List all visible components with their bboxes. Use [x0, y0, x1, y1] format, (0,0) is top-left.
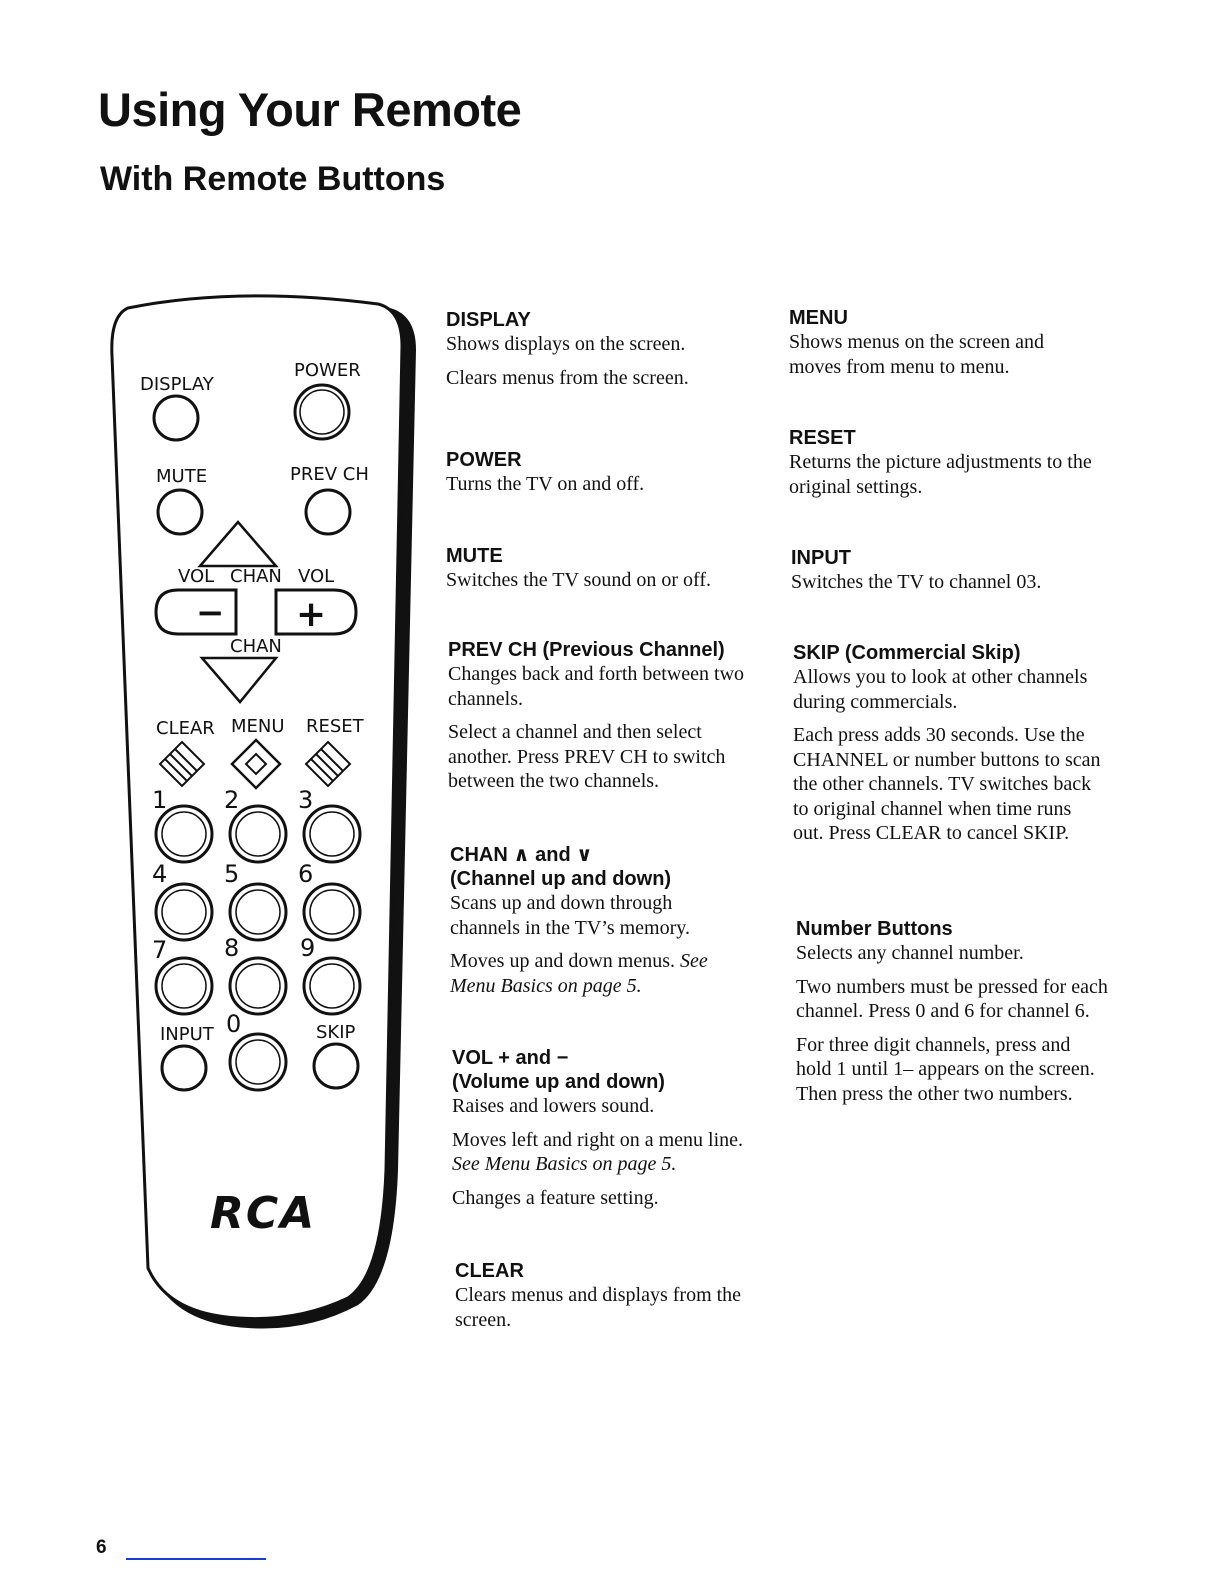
- desc-skip-heading: SKIP (Commercial Skip): [793, 642, 1021, 664]
- number-label-0: 0: [226, 1010, 242, 1038]
- desc-number-buttons-text-2: Two numbers must be pressed for each channel. Press 0 and 6 for channel 6.: [796, 975, 1108, 1022]
- desc-reset-heading: RESET: [789, 427, 856, 449]
- vol-right-label: VOL: [298, 566, 335, 587]
- desc-menu-text: Shows menus on the screen and moves from menu to menu.: [789, 331, 1044, 378]
- chan-down-label: CHAN: [230, 636, 282, 657]
- desc-input: [791, 546, 1111, 595]
- number-label-7: 7: [152, 936, 168, 964]
- desc-chan-heading-2: (Channel up and down): [450, 868, 672, 890]
- power-label: POWER: [294, 360, 361, 381]
- desc-number-buttons-heading: Number Buttons: [796, 918, 953, 940]
- skip-label: SKIP: [316, 1022, 356, 1043]
- desc-skip-text-1: Allows you to look at other channels during commercials.: [793, 666, 1088, 713]
- desc-power-heading: POWER: [446, 449, 522, 471]
- desc-chan-text-1: Scans up and down through channels in the TV’s memory.: [450, 892, 690, 939]
- desc-display-text-2: Clears menus from the screen.: [446, 366, 689, 389]
- desc-skip-text-2: Each press adds 30 seconds. Use the CHANNEL or number buttons to scan the other channels. TV switches back to original channel when time runs out. Press CLEAR to cancel SKIP.: [793, 724, 1101, 844]
- menu-label: MENU: [231, 716, 285, 737]
- rca-logo: RCA: [210, 1188, 317, 1239]
- desc-power-text: Turns the TV on and off.: [446, 473, 645, 495]
- page-title: Using Your Remote: [98, 83, 522, 136]
- desc-prev-ch: [448, 638, 753, 794]
- number-label-2: 2: [224, 786, 240, 814]
- desc-input-text: Switches the TV to channel 03.: [791, 571, 1042, 593]
- desc-vol-text-2: [452, 1128, 747, 1177]
- desc-chan-menu-basics-ref: See Menu Basics on page 5.: [450, 950, 708, 997]
- desc-prev-ch-heading: PREV CH (Previous Channel): [448, 639, 725, 661]
- desc-prev-ch-text-1: Changes back and forth between two channels.: [448, 663, 745, 710]
- desc-mute-text: Switches the TV sound on or off.: [446, 569, 711, 591]
- display-label: DISPLAY: [140, 374, 214, 395]
- number-label-6: 6: [298, 860, 314, 888]
- number-label-4: 4: [152, 860, 168, 888]
- desc-menu: [789, 306, 1089, 379]
- vol-plus-symbol: +: [296, 594, 327, 635]
- footer-rule: [126, 1558, 266, 1560]
- number-label-9: 9: [300, 934, 316, 962]
- page-number: 6: [96, 1537, 107, 1558]
- mute-label: MUTE: [156, 466, 208, 487]
- number-label-1: 1: [152, 786, 168, 814]
- desc-chan-text-2: [450, 949, 745, 998]
- prev-ch-label: PREV CH: [290, 464, 369, 485]
- desc-skip: [793, 641, 1103, 846]
- chan-up-label: CHAN: [230, 566, 282, 587]
- number-label-3: 3: [298, 786, 314, 814]
- vol-minus-symbol: −: [196, 593, 225, 633]
- vol-left-label: VOL: [178, 566, 215, 587]
- input-label: INPUT: [160, 1024, 214, 1045]
- desc-number-buttons-text-3: For three digit channels, press and hold 1 until 1– appears on the screen. Then press the other two numbers.: [796, 1033, 1095, 1105]
- number-label-8: 8: [224, 934, 240, 962]
- number-label-5: 5: [224, 860, 240, 888]
- desc-display: [446, 308, 766, 390]
- desc-menu-heading: MENU: [789, 307, 848, 329]
- desc-vol-text-2-main: Moves left and right on a menu line.: [452, 1128, 744, 1151]
- desc-reset-text: Returns the picture adjustments to the original settings.: [789, 451, 1092, 498]
- desc-clear-heading: CLEAR: [455, 1260, 524, 1282]
- desc-chan-text-2-main: Moves up and down menus.: [450, 950, 680, 972]
- desc-display-heading: DISPLAY: [446, 309, 531, 331]
- desc-vol-menu-basics-ref: See Menu Basics on page 5.: [452, 1153, 677, 1175]
- desc-vol-text-1: Raises and lowers sound.: [452, 1095, 655, 1117]
- desc-vol-heading-2: (Volume up and down): [452, 1071, 665, 1093]
- desc-vol-text-3: Changes a feature setting.: [452, 1186, 659, 1209]
- desc-display-text-1: Shows displays on the screen.: [446, 333, 686, 355]
- desc-input-heading: INPUT: [791, 547, 851, 569]
- desc-chan: [450, 843, 745, 998]
- desc-clear: [455, 1259, 755, 1332]
- desc-mute: [446, 544, 766, 593]
- desc-prev-ch-text-2: Select a channel and then select another. Press PREV CH to switch between the two channels.: [448, 721, 726, 792]
- desc-mute-heading: MUTE: [446, 545, 503, 567]
- desc-chan-heading: CHAN ∧ and ∨: [450, 844, 593, 866]
- page-subtitle: With Remote Buttons: [100, 160, 446, 198]
- remote-illustration: [98, 290, 428, 1330]
- desc-number-buttons: [796, 917, 1108, 1106]
- desc-power: [446, 448, 766, 497]
- desc-reset: [789, 426, 1104, 499]
- reset-label: RESET: [306, 716, 364, 737]
- desc-vol-heading: VOL + and −: [452, 1047, 569, 1069]
- desc-vol: [452, 1046, 747, 1210]
- clear-label: CLEAR: [156, 718, 215, 739]
- desc-number-buttons-text-1: Selects any channel number.: [796, 942, 1024, 964]
- desc-clear-text: Clears menus and displays from the screen.: [455, 1284, 742, 1331]
